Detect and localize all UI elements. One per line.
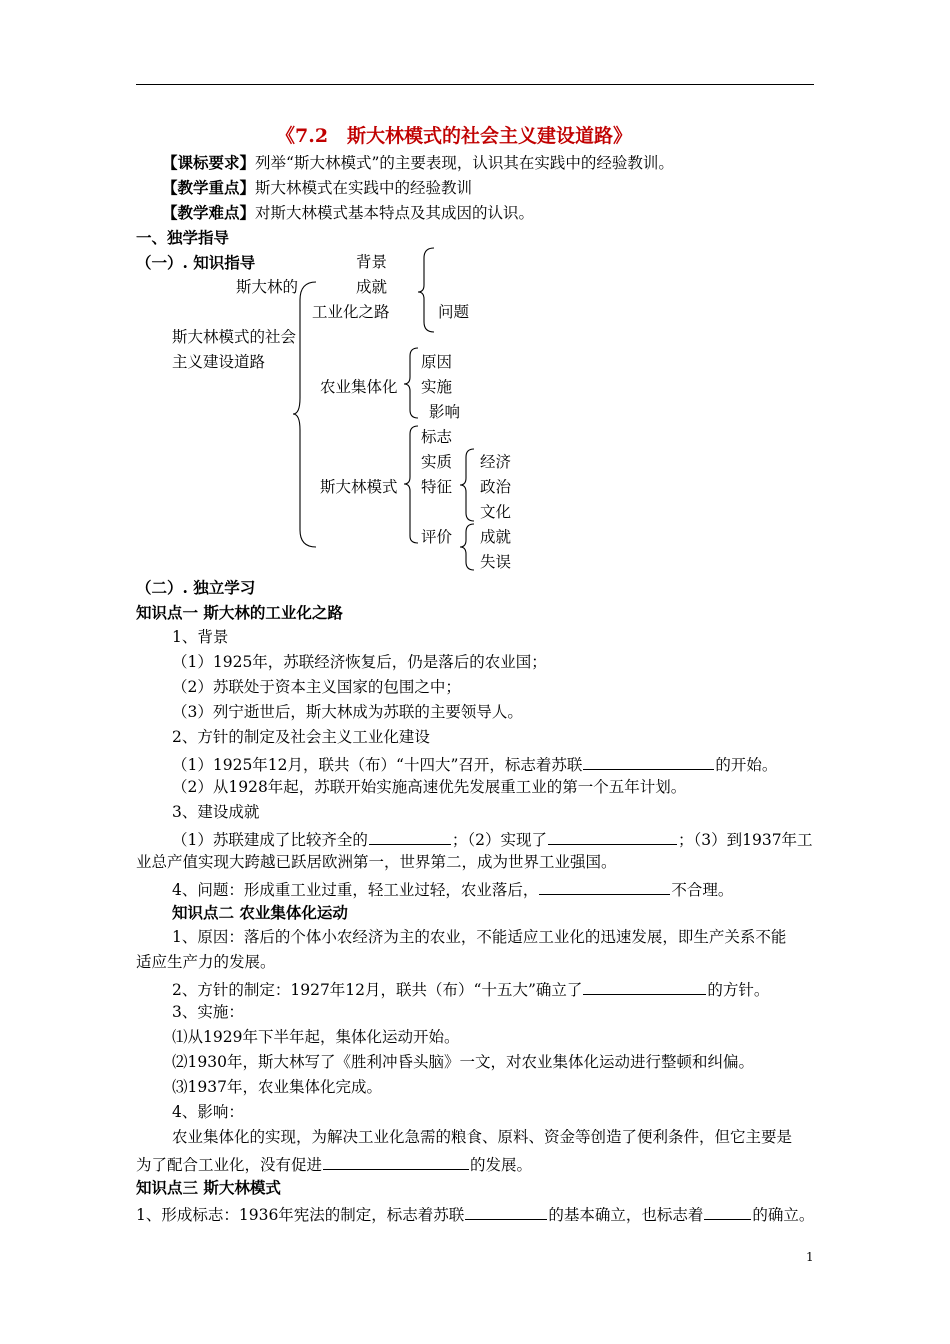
list-item: 适应生产力的发展。 [136,953,276,971]
list-item: 农业集体化的实现，为解决工业化急需的粮食、原料、资金等创造了便利条件，但它主要是 [172,1128,793,1146]
knowledge-point-heading: 知识点三 斯大林模式 [136,1178,281,1197]
fill-line [172,980,769,999]
outline-industry: 工业化之路 [312,303,390,321]
line-text: 不合理。 [671,881,734,899]
requirement-difficulty [162,205,534,222]
answer-blank[interactable] [369,830,451,845]
item-title: 1、背景 [172,628,229,646]
brace-industry [418,248,434,332]
answer-blank[interactable] [583,980,706,995]
outline-item: 政治 [480,478,512,496]
fill-line [136,1155,532,1174]
line-text: 的确立。 [752,1206,815,1224]
subsection-heading: （二）. 独立学习 [136,578,256,597]
item-title: 2、方针的制定及社会主义工业化建设 [172,728,430,746]
brace-feature [460,449,474,521]
list-item: （2）苏联处于资本主义国家的包围之中； [172,678,461,696]
answer-blank[interactable] [465,1205,547,1220]
outline-item: 影响 [429,403,461,421]
requirement-label: 【教学难点】 [162,203,256,222]
requirement-standard [162,155,674,172]
line-text: ；（2）实现了 [451,831,547,849]
outline-item: 原因 [421,353,453,371]
outline-agriculture: 农业集体化 [320,378,398,396]
outline-item: 实施 [421,378,453,396]
item-title: 3、实施： [172,1003,244,1021]
line-text: （1）苏联建成了比较齐全的 [172,831,368,849]
brace-agriculture [404,348,418,418]
knowledge-point-heading: 知识点一 斯大林的工业化之路 [136,603,343,622]
answer-blank[interactable] [704,1205,751,1220]
list-item: （2）从1928年起，苏联开始实施高速优先发展重工业的第一个五年计划。 [172,778,687,796]
line-text: 的基本确立，也标志着 [548,1206,704,1224]
line-text: 1、形成标志：1936年宪法的制定，标志着苏联 [136,1206,465,1224]
outline-root: 主义建设道路 [172,353,266,371]
brace-model [404,426,418,543]
brace-evaluation [460,524,474,570]
outline-item: 经济 [480,453,512,471]
list-item: 1、原因：落后的个体小农经济为主的农业，不能适应工业化的迅速发展，即生产关系不能 [172,928,787,946]
subsection-label: （一）. 知识指导 [136,253,256,272]
outline-item: 失误 [480,553,512,571]
line-text: 的发展。 [470,1156,533,1174]
outline-item: 标志 [421,428,453,446]
list-item: 业总产值实现大跨越已跃居欧洲第一，世界第二，成为世界工业强国。 [136,853,617,871]
outline-model: 斯大林模式 [320,478,398,496]
requirement-focus [162,180,472,197]
brace-root [293,282,316,547]
line-text: ；（3）到1937年工 [678,831,813,849]
line-text: 4、问题：形成重工业过重，轻工业过轻，农业落后， [172,881,539,899]
header-rule [136,84,814,85]
page-number: 1 [806,1250,814,1264]
fill-line [136,1205,814,1224]
requirement-text: 斯大林模式在实践中的经验教训 [255,179,473,197]
list-item: ⑴从1929年下半年起，集体化运动开始。 [172,1028,460,1046]
outline-item: 成就 [356,278,388,296]
outline-item: 问题 [438,303,470,321]
outline-item: 评价 [421,528,453,546]
list-item: ⑵1930年，斯大林写了《胜利冲昏头脑》一文，对农业集体化运动进行整顿和纠偏。 [172,1053,754,1071]
item-title: 4、影响： [172,1103,244,1121]
answer-blank[interactable] [583,755,714,770]
line-text: 的方针。 [707,981,770,999]
list-item: （1）1925年，苏联经济恢复后，仍是落后的农业国； [172,653,547,671]
outline-item: 成就 [480,528,512,546]
section-heading: 一、独学指导 [136,228,230,247]
answer-blank[interactable] [539,880,670,895]
fill-line [172,880,733,899]
outline-item: 背景 [356,253,388,271]
requirement-label: 【教学重点】 [162,178,256,197]
requirement-text: 列举“斯大林模式”的主要表现，认识其在实践中的经验教训。 [255,154,674,172]
document-title: 《7.2 斯大林模式的社会主义建设道路》 [276,125,633,147]
line-text: 2、方针的制定：1927年12月，联共（布）“十五大”确立了 [172,981,583,999]
fill-line [172,830,813,849]
knowledge-point-heading: 知识点二 农业集体化运动 [172,903,348,922]
list-item: ⑶1937年，农业集体化完成。 [172,1078,382,1096]
outline-root: 斯大林模式的社会 [172,328,297,346]
line-text: 的开始。 [715,756,778,774]
list-item: （3）列宁逝世后，斯大林成为苏联的主要领导人。 [172,703,523,721]
outline-item: 文化 [480,503,512,521]
subsection-heading [136,255,255,272]
requirement-text: 对斯大林模式基本特点及其成因的认识。 [255,204,535,222]
fill-line [172,755,777,774]
item-title: 3、建设成就 [172,803,260,821]
outline-item: 特征 [421,478,453,496]
answer-blank[interactable] [323,1155,469,1170]
requirement-label: 【课标要求】 [162,153,256,172]
outline-item: 实质 [421,453,453,471]
answer-blank[interactable] [548,830,677,845]
outline-industry-prefix: 斯大林的 [236,278,299,296]
line-text: （1）1925年12月，联共（布）“十四大”召开，标志着苏联 [172,756,583,774]
line-text: 为了配合工业化，没有促进 [136,1156,323,1174]
